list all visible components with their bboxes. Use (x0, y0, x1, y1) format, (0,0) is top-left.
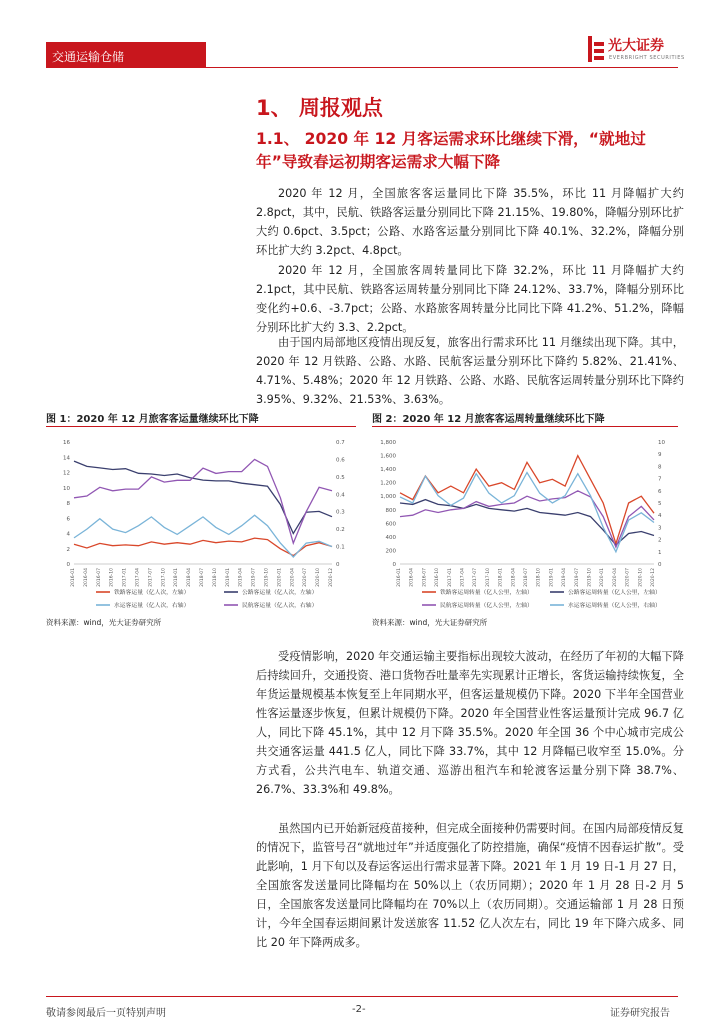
legend-label: 公路客运周转量（亿人公里，左轴） (568, 590, 661, 596)
y-left-tick-label: 8 (66, 501, 70, 507)
figure-1-source: 资料来源：wind，光大证券研究所 (46, 618, 162, 627)
x-tick-label: 2016-04 (409, 568, 415, 587)
y-left-tick-label: 0 (392, 562, 396, 568)
paragraph-1: 2020 年 12 月，全国旅客客运量同比下降 35.5%，环比 11 月降幅扩大约 2.8pct，其中，民航、铁路客运量分别同比下降 21.15%、19.80%，降幅分别环比扩大约 0.6pct、3.5pct；公路、水路客运量分别同比下降 40.1%、32.2%，降幅分别环比扩大约 3.2pct、4.8pct。 (256, 187, 684, 257)
x-tick-label: 2017-07 (148, 568, 154, 587)
y-right-tick-label: 1 (658, 549, 662, 556)
y-right-tick-label: 0 (336, 562, 340, 568)
y-left-tick-label: 14 (63, 455, 70, 462)
footer-report-type: 证券研究报告 (610, 1008, 670, 1019)
x-tick-label: 2016-10 (435, 568, 441, 587)
x-tick-label: 2018-04 (511, 568, 517, 587)
y-left-tick-label: 1,000 (380, 494, 396, 501)
y-left-tick-label: 4 (66, 531, 70, 538)
y-right-tick-label: 0.1 (336, 544, 345, 551)
x-tick-label: 2016-10 (109, 568, 115, 587)
x-tick-label: 2016-04 (83, 568, 89, 587)
y-left-tick-label: 400 (385, 534, 396, 541)
x-tick-label: 2020-12 (651, 568, 656, 587)
x-tick-label: 2016-01 (71, 568, 76, 587)
page-number: -2- (352, 1004, 366, 1015)
x-tick-label: 2019-10 (587, 568, 593, 587)
y-left-tick-label: 10 (63, 485, 70, 492)
x-tick-label: 2019-04 (562, 568, 568, 587)
y-left-tick-label: 16 (63, 440, 70, 446)
legend-label: 铁路客运量（亿人次，左轴） (114, 590, 190, 596)
figure-2-title: 图 2：2020 年 12 月旅客客运周转量继续环比下降 (372, 414, 605, 425)
x-tick-label: 2018-04 (187, 568, 193, 587)
figure-2-rule (372, 426, 678, 427)
footer-rule (46, 996, 678, 997)
x-tick-label: 2016-01 (397, 568, 402, 587)
legend-label: 水运客运量（亿人次，右轴） (114, 603, 190, 609)
y-left-tick-label: 1,400 (380, 467, 396, 474)
subsection-heading: 1.1、 2020 年 12 月客运需求环比继续下滑，“就地过年”导致春运初期客运需求大幅下降 (256, 130, 646, 171)
legend-label: 铁路客运周转量（亿人公里，左轴） (440, 590, 533, 596)
paragraph-5: 虽然国内已开始新冠疫苗接种，但完成全面接种仍需要时间。在国内局部疫情反复的情况下，监管号召“就地过年”并适度强化了防控措施，确保“疫情不因春运扩散”。受此影响，1 月下旬以及春运客运出行需求显著下降。2021 年 1 月 19 日-1 月 27 日，全国旅客发送量同比降幅均在 50%以上（农历同期）；2020 年 1 月 28 日-2 月 5 日，全国旅客发送量同比降幅均在 70%以上（农历同期）。交通运输部 1 月 28 日预计，今年全国春运期间累计发送旅客 11.52 亿人次左右，同比 19 年下降六成多、同比 20 年下降两成多。 (256, 822, 684, 949)
paragraph-2: 2020 年 12 月，全国旅客周转量同比下降 32.2%，环比 11 月降幅扩大约 2.1pct，其中民航、铁路客运周转量分别同比下降 24.12%、33.7%，降幅分别环比变化约+0.6、-3.7pct；公路、水路旅客周转量分比同比下降 41.2%、51.2%，降幅分别环比扩大约 3.3、2.2pct。 (256, 264, 684, 334)
figure-1-title: 图 1：2020 年 12 月旅客客运量继续环比下降 (46, 414, 259, 425)
series-line-0 (400, 456, 654, 544)
y-left-tick-label: 1,600 (380, 453, 396, 460)
y-right-tick-label: 3 (658, 525, 662, 532)
y-left-tick-label: 12 (63, 470, 70, 477)
y-right-tick-label: 0.5 (336, 474, 345, 481)
y-left-tick-label: 0 (66, 562, 70, 568)
x-tick-label: 2020-10 (316, 568, 322, 587)
x-tick-label: 2020-07 (625, 568, 631, 587)
x-tick-label: 2018-01 (174, 568, 180, 587)
legend-label: 民航客运量（亿人次，右轴） (242, 603, 318, 609)
section-label: 交通运输仓储 (52, 50, 125, 64)
logo-subtitle: EVERBRIGHT SECURITIES (609, 55, 685, 61)
x-tick-label: 2018-10 (212, 568, 218, 587)
x-tick-label: 2020-01 (600, 568, 606, 587)
x-tick-label: 2020-04 (612, 568, 618, 587)
x-tick-label: 2017-10 (161, 568, 167, 587)
paragraph-3: 由于国内局部地区疫情出现反复，旅客出行需求环比 11 月继续出现下降。其中，2020 年 12 月铁路、公路、水路、民航客运量分别环比下降约 5.82%、21.41%、4.71%、5.48%；2020 年 12 月铁路、公路、水路、民航客运周转量分别环比下降约 3.95%、9.32%、21.53%、3.63%。 (256, 336, 684, 406)
x-tick-label: 2019-07 (251, 568, 257, 587)
series-line-2 (74, 515, 332, 557)
y-right-tick-label: 0.3 (336, 509, 345, 516)
series-line-1 (400, 500, 654, 545)
y-right-tick-label: 0.4 (336, 492, 345, 499)
y-left-tick-label: 600 (385, 521, 396, 528)
series-line-3 (74, 459, 332, 543)
y-right-tick-label: 4 (658, 513, 662, 520)
section-label-bar (46, 42, 206, 68)
brand-logo (586, 34, 686, 68)
y-left-tick-label: 1,200 (380, 480, 396, 487)
x-tick-label: 2018-01 (498, 568, 504, 587)
logo-mark-icon (586, 36, 606, 62)
y-left-tick-label: 200 (385, 548, 396, 555)
x-tick-label: 2020-10 (638, 568, 644, 587)
y-left-tick-label: 800 (385, 507, 396, 514)
y-right-tick-label: 0.2 (336, 527, 345, 534)
figure-1-rule (46, 426, 356, 427)
x-tick-label: 2016-07 (96, 568, 102, 587)
x-tick-label: 2017-01 (447, 568, 453, 587)
x-tick-label: 2020-07 (303, 568, 309, 587)
figure-1-chart (46, 434, 356, 616)
x-tick-label: 2020-01 (277, 568, 283, 587)
y-right-tick-label: 2 (658, 537, 662, 544)
x-tick-label: 2020-04 (290, 568, 296, 587)
series-line-0 (74, 538, 332, 556)
x-tick-label: 2020-12 (329, 568, 334, 587)
legend-label: 公路客运量（亿人次，左轴） (242, 590, 318, 596)
x-tick-label: 2017-10 (485, 568, 491, 587)
series-line-1 (74, 461, 332, 533)
y-right-tick-label: 9 (658, 452, 662, 459)
paragraph-4: 受疫情影响，2020 年交通运输主要指标出现较大波动，在经历了年初的大幅下降后持续回升，交通投资、港口货物吞吐量率先实现累计正增长，客货运输持续恢复，全年货运量规模基本恢复至上年同期水平，但客运量规模仍下降。2020 下半年全国营业性客运量逐步恢复，但累计规模仍下降。2020 年全国营业性客运量预计完成 96.7 亿人，同比下降 45.1%，其中 12 月下降 35.5%。2020 年全国 36 个中心城市完成公共交通客运量 441.5 亿人，同比下降 33.7%，其中 12 月降幅已收窄至 15.0%。分方式看，公共汽电车、轨道交通、巡游出租汽车和轮渡客运量分别下降 38.7%、26.7%、33.3%和 49.8%。 (256, 650, 684, 796)
x-tick-label: 2017-04 (135, 568, 141, 587)
x-tick-label: 2019-01 (549, 568, 555, 587)
y-right-tick-label: 8 (658, 464, 662, 471)
figure-2-chart (372, 434, 678, 616)
logo-name: 光大证券 (608, 38, 664, 54)
x-tick-label: 2019-07 (574, 568, 580, 587)
x-tick-label: 2018-07 (524, 568, 529, 587)
legend-label: 水运客运周转量（亿人公里，右轴） (568, 603, 661, 609)
x-tick-label: 2017-07 (473, 568, 479, 587)
x-tick-label: 2017-01 (122, 568, 128, 587)
y-right-tick-label: 0.6 (336, 457, 345, 464)
x-tick-label: 2019-01 (225, 568, 231, 587)
legend-label: 民航客运周转量（亿人公里，左轴） (440, 603, 533, 609)
x-tick-label: 2019-04 (238, 568, 244, 587)
y-right-tick-label: 7 (658, 476, 662, 483)
x-tick-label: 2018-10 (536, 568, 542, 587)
y-left-tick-label: 1,800 (380, 440, 396, 446)
x-tick-label: 2016-07 (422, 568, 428, 587)
figure-2-source: 资料来源：wind，光大证券研究所 (372, 618, 488, 627)
y-right-tick-label: 0.7 (336, 440, 345, 446)
y-right-tick-label: 0 (658, 562, 662, 568)
series-line-2 (400, 491, 654, 547)
y-left-tick-label: 2 (66, 546, 70, 553)
x-tick-label: 2017-04 (460, 568, 466, 587)
y-right-tick-label: 6 (658, 488, 662, 495)
x-tick-label: 2018-07 (200, 568, 205, 587)
y-right-tick-label: 10 (658, 440, 665, 446)
y-left-tick-label: 6 (66, 516, 70, 523)
y-right-tick-label: 5 (658, 501, 662, 507)
x-tick-label: 2019-10 (264, 568, 270, 587)
section-heading: 1、 周报观点 (256, 96, 383, 120)
footer-disclaimer: 敬请参阅最后一页特别声明 (46, 1008, 166, 1019)
